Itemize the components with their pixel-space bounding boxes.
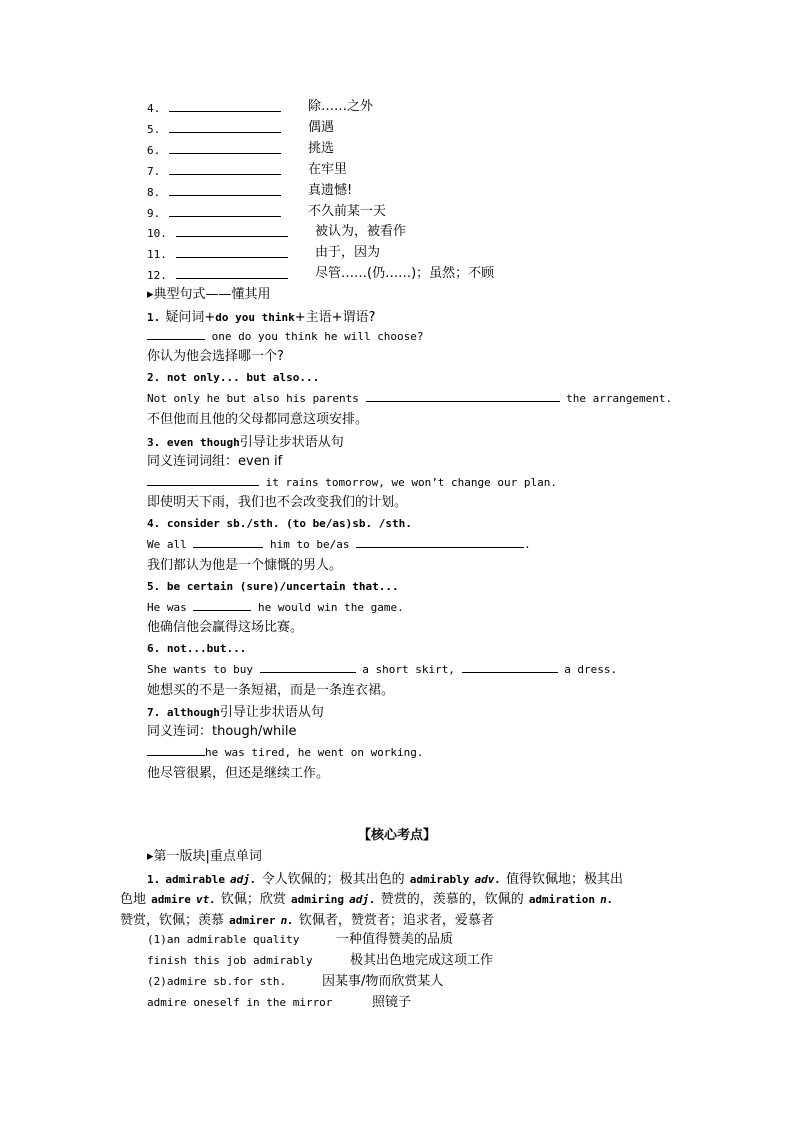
pattern-7-translation: 他尽管很累，但还是继续工作。 bbox=[147, 766, 330, 781]
answer-blank[interactable] bbox=[169, 141, 281, 154]
vocab-item bbox=[147, 222, 288, 242]
vocab-number: 10. bbox=[147, 227, 167, 240]
answer-blank[interactable] bbox=[147, 327, 205, 340]
example-phrase: (2)admire sb.for sth. bbox=[147, 975, 287, 988]
vocab-meaning: 被认为，被看作 bbox=[315, 224, 407, 239]
core-points-heading: 【核心考点】 bbox=[357, 828, 436, 843]
vocab-meaning: 尽管……(仍……)；虽然；不顾 bbox=[315, 266, 495, 281]
answer-blank[interactable] bbox=[169, 183, 281, 196]
vocab-item bbox=[147, 181, 281, 201]
example-phrase: finish this job admirably bbox=[147, 954, 313, 967]
pattern-7-title: 7. although引导让步状语从句 bbox=[147, 705, 324, 720]
vocab-number: 5. bbox=[147, 123, 161, 136]
answer-blank[interactable] bbox=[169, 162, 281, 175]
pattern-6-title: 6. not...but... bbox=[147, 642, 247, 655]
answer-blank[interactable] bbox=[176, 245, 288, 258]
pattern-3-title: 3. even though引导让步状语从句 bbox=[147, 435, 344, 450]
pattern-2-translation: 不但他而且他的父母都同意这项安排。 bbox=[147, 412, 369, 427]
answer-blank[interactable] bbox=[176, 266, 288, 279]
answer-blank[interactable] bbox=[169, 204, 281, 217]
vocab-number: 7. bbox=[147, 165, 161, 178]
pattern-2-title: 2. not only... but also... bbox=[147, 371, 320, 384]
word-entry-line-3: 赞赏，钦佩；羡慕 admirer n. 钦佩者，赞赏者；追求者，爱慕者 bbox=[120, 913, 494, 928]
pattern-5-translation: 他确信他会赢得这场比赛。 bbox=[147, 620, 304, 635]
answer-blank[interactable] bbox=[193, 535, 263, 548]
answer-blank[interactable] bbox=[193, 598, 251, 611]
word-entry-line-2: 色地 admire vt. 钦佩；欣赏 admiring adj. 赞赏的，羡慕的，钦佩的 admiration n. bbox=[120, 892, 614, 907]
pattern-3-synonym: 同义连词词组：even if bbox=[147, 454, 283, 469]
vocab-item bbox=[147, 118, 281, 138]
vocab-number: 12. bbox=[147, 269, 167, 282]
pattern-7-synonym: 同义连词：though/while bbox=[147, 724, 297, 739]
vocab-meaning: 真遗憾! bbox=[308, 183, 353, 198]
vocab-item bbox=[147, 160, 281, 180]
pattern-6-translation: 她想买的不是一条短裙，而是一条连衣裙。 bbox=[147, 683, 395, 698]
pattern-1-translation: 你认为他会选择哪一个? bbox=[147, 349, 284, 364]
answer-blank[interactable] bbox=[260, 660, 356, 673]
vocab-item bbox=[147, 202, 281, 222]
pattern-5-title: 5. be certain (sure)/uncertain that... bbox=[147, 580, 399, 593]
answer-blank[interactable] bbox=[176, 224, 288, 237]
answer-blank[interactable] bbox=[366, 389, 560, 402]
pattern-4-title: 4. consider sb./sth. (to be/as)sb. /sth. bbox=[147, 517, 412, 530]
pattern-4-translation: 我们都认为他是一个慷慨的男人。 bbox=[147, 558, 343, 573]
vocab-item bbox=[147, 264, 288, 284]
vocab-meaning: 在牢里 bbox=[308, 162, 348, 177]
pattern-3-translation: 即使明天下雨，我们也不会改变我们的计划。 bbox=[147, 495, 408, 510]
pattern-1-example: one do you think he will choose? bbox=[147, 327, 424, 347]
pattern-4-example: We all him to be/as . bbox=[147, 535, 531, 555]
example-translation: 照镜子 bbox=[372, 995, 412, 1010]
answer-blank[interactable] bbox=[462, 660, 558, 673]
example-translation: 因某事/物而欣赏某人 bbox=[322, 974, 444, 989]
word-entry-line-1: 1. admirable adj. 令人钦佩的；极其出色的 admirably adv. 值得钦佩地；极其出 bbox=[147, 872, 624, 887]
pattern-1-title: 1. 疑问词+do you think+主语+谓语? bbox=[147, 310, 376, 325]
vocab-number: 6. bbox=[147, 144, 161, 157]
answer-blank[interactable] bbox=[169, 120, 281, 133]
vocab-number: 8. bbox=[147, 186, 161, 199]
pattern-3-example: it rains tomorrow, we won’t change our plan. bbox=[147, 473, 557, 493]
pattern-2-example: Not only he but also his parents the arrangement. bbox=[147, 389, 672, 409]
example-translation: 极其出色地完成这项工作 bbox=[350, 953, 494, 968]
section-heading-words: ▸第一版块|重点单词 bbox=[147, 849, 262, 864]
answer-blank[interactable] bbox=[147, 743, 205, 756]
answer-blank[interactable] bbox=[169, 99, 281, 112]
vocab-meaning: 除……之外 bbox=[308, 99, 374, 114]
example-phrase: (1)an admirable quality bbox=[147, 933, 300, 946]
answer-blank[interactable] bbox=[147, 473, 259, 486]
vocab-item bbox=[147, 243, 288, 263]
vocab-meaning: 不久前某一天 bbox=[308, 204, 387, 219]
pattern-5-example: He was he would win the game. bbox=[147, 598, 404, 618]
vocab-number: 9. bbox=[147, 207, 161, 220]
example-phrase: admire oneself in the mirror bbox=[147, 996, 333, 1009]
vocab-number: 4. bbox=[147, 102, 161, 115]
example-translation: 一种值得赞美的品质 bbox=[336, 932, 454, 947]
vocab-number: 11. bbox=[147, 248, 167, 261]
vocab-meaning: 挑选 bbox=[308, 141, 335, 156]
vocab-meaning: 偶遇 bbox=[308, 120, 335, 135]
pattern-7-example: he was tired, he went on working. bbox=[147, 743, 424, 763]
answer-blank[interactable] bbox=[356, 535, 524, 548]
section-heading-patterns: ▸典型句式——懂其用 bbox=[147, 287, 271, 302]
vocab-meaning: 由于，因为 bbox=[315, 245, 381, 260]
pattern-6-example: She wants to buy a short skirt, a dress. bbox=[147, 660, 617, 680]
vocab-item bbox=[147, 97, 281, 117]
vocab-item bbox=[147, 139, 281, 159]
